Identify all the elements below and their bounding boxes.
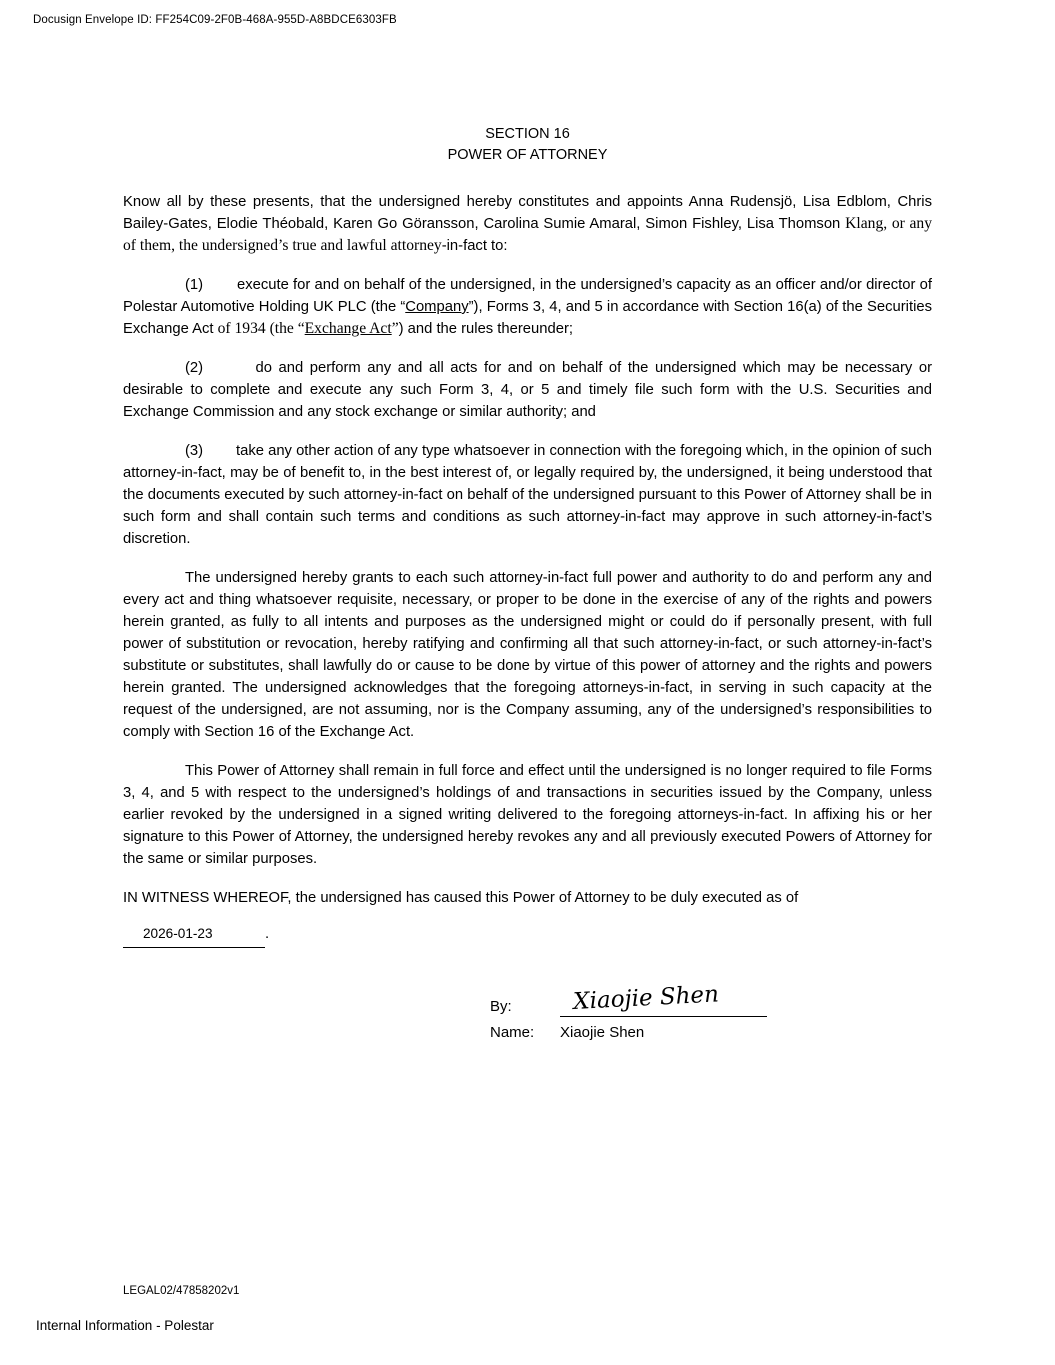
date-value: 2026-01-23 xyxy=(143,926,213,941)
document-page xyxy=(123,0,932,1041)
paragraph xyxy=(123,887,932,909)
paragraph-text: IN WITNESS WHEREOF, the undersigned has caused this Power of Attorney to be duly executed as of xyxy=(123,890,799,906)
paragraph-text: ) and the rules thereunder; xyxy=(398,321,573,337)
paragraph-text: This Power of Attorney shall remain in full force and effect until the undersigned is no longer required to file Forms 3, 4, and 5 with respect to the undersigned’s holdings of and transactions in securities issued by the Company, unless earlier revoked by the undersigned in a signed writing delivered to the foregoing attorneys-in-fact. In affixing his or her signature to this Power of Attorney, the undersigned hereby revokes any and all previously executed Powers of Attorney for the same or similar purposes. xyxy=(123,763,932,867)
paragraph-text: Klang, or any of them, the undersigned’s true and lawful attorney xyxy=(123,215,933,254)
date-field[interactable] xyxy=(123,926,265,948)
paragraph-text: ”), Forms 3, 4, and 5 in accordance with Section 16(a) of the Securities Exchange Act xyxy=(123,299,932,337)
signature-block xyxy=(490,980,932,1041)
paragraph xyxy=(123,274,932,340)
paragraph-text: (1) execute for and on behalf of the undersigned, in the undersigned’s capacity as an officer and/or director of Polestar Automotive Holding UK PLC (the “ xyxy=(123,277,932,315)
document-title xyxy=(123,124,932,166)
document-body xyxy=(123,191,932,909)
name-label: Name: xyxy=(490,1024,535,1041)
paragraph xyxy=(123,357,932,423)
classification-footer: Internal Information - Polestar xyxy=(36,1318,214,1333)
execution-date-block xyxy=(123,926,932,948)
paragraph-text: Exchange Act xyxy=(304,320,392,337)
name-value: Xiaojie Shen xyxy=(560,1024,645,1041)
paragraph-text: ” xyxy=(391,320,399,337)
signature-row xyxy=(490,980,932,1017)
paragraph xyxy=(123,567,932,743)
paragraph xyxy=(123,440,932,550)
paragraph-text: Company xyxy=(405,299,469,315)
date-period: . xyxy=(265,926,270,942)
name-row xyxy=(490,1024,932,1041)
paragraph-text: (2) do and perform any and all acts for and on behalf of the undersigned which may be necessary or desirable to complete and execute any such Form 3, 4, or 5 and timely file such form with the U.S. Securities and Exchange Commission and any stock exchange or similar authority; and xyxy=(123,360,932,420)
paragraph xyxy=(123,191,932,257)
paragraph-text: The undersigned hereby grants to each such attorney-in-fact full power and authority to do and perform any and every act and thing whatsoever requisite, necessary, or proper to be done in the exercise of any of the rights and powers herein granted, as fully to all intents and purposes as the undersigned might or could do if personally present, with full power of substitution or revocation, hereby ratifying and confirming all that such attorney-in-fact, or such attorney-in-fact’s substitute or substitutes, shall lawfully do or cause to be done by virtue of this power of attorney and the rights and powers herein granted. The undersigned acknowledges that the foregoing attorneys-in-fact, in serving in such capacity at the request of the undersigned, are not assuming, nor is the Company assuming, any of the undersigned’s responsibilities to comply with Section 16 of the Exchange Act. xyxy=(123,570,932,740)
legal-doc-reference: LEGAL02/47858202v1 xyxy=(123,1285,240,1297)
paragraph-text: -in-fact to: xyxy=(441,238,508,254)
signature-script: Xiaojie Shen xyxy=(572,981,720,1015)
title-section-16: SECTION 16 xyxy=(485,126,570,142)
docusign-envelope-id: Docusign Envelope ID: FF254C09-2F0B-468A-955D-A8BDCE6303FB xyxy=(33,14,397,26)
paragraph xyxy=(123,760,932,870)
signature-field[interactable] xyxy=(560,980,767,1017)
paragraph-text: (3) take any other action of any type whatsoever in connection with the foregoing which, in the opinion of such attorney-in-fact, may be of benefit to, in the best interest of, or legally required by, the undersigned, it being understood that the documents executed by such attorney-in-fact on behalf of the undersigned pursuant to this Power of Attorney shall be in such form and shall contain such terms and conditions as such attorney-in-fact may approve in such attorney-in-fact’s discretion. xyxy=(123,443,932,547)
paragraph-text: of 1934 (the “ xyxy=(217,320,305,337)
title-power-of-attorney: POWER OF ATTORNEY xyxy=(447,147,608,163)
paragraph-text: Know all by these presents, that the undersigned hereby constitutes and appoints Anna Rudensjö, Lisa Edblom, Chris Bailey-Gates, Elodie Théobald, Karen Go Göransson, Carolina Sumie Amaral, Simon Fishley, Lisa Thomson xyxy=(123,194,932,232)
by-label: By: xyxy=(490,998,512,1015)
